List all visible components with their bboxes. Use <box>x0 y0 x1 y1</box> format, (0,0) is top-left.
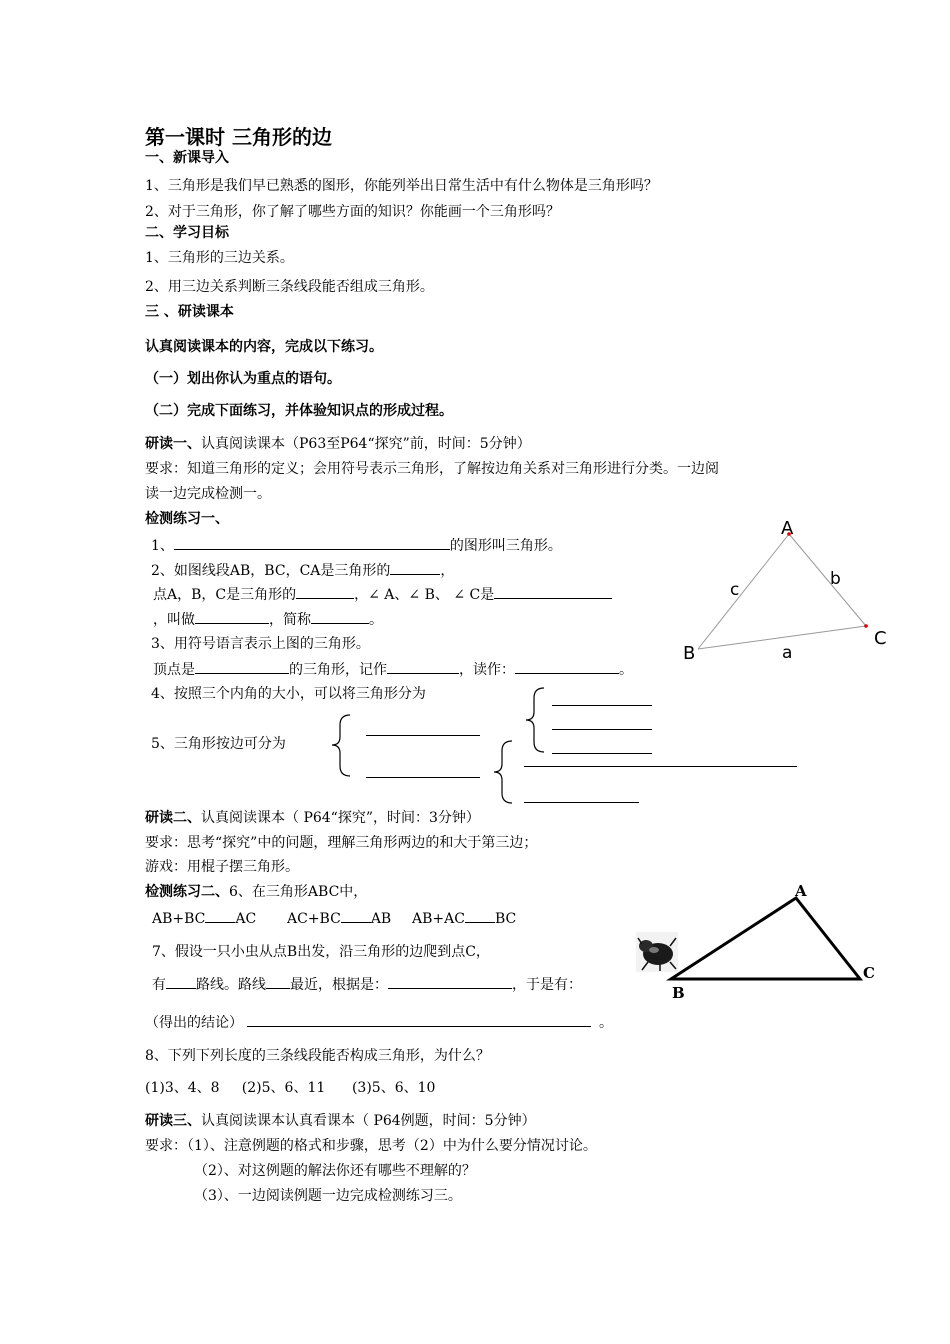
reading-3-requirement-1: 要求：（1）、注意例题的格式和步骤，思考（2）中为什么要分情况讨论。 <box>145 1138 597 1154</box>
vertex-a-label: A <box>781 518 794 539</box>
exercise-1-q5: 5、三角形按边可分为 <box>151 736 286 752</box>
q1-tail: 的图形叫三角形。 <box>449 538 562 554</box>
fig2-vertex-a-label: A <box>795 882 807 900</box>
q2-vertex-text: 点A，B，C是三角形的 <box>153 587 297 603</box>
inequality-1-right: AC <box>235 911 257 927</box>
exercise-1-heading: 检测练习一、 <box>145 511 229 527</box>
q2-text: 2、如图线段AB，BC，CA是三角形的 <box>151 563 391 579</box>
section-heading-intro: 一、新课导入 <box>145 150 229 166</box>
intro-question-2: 2、对于三角形，你了解了哪些方面的知识？你能画一个三角形吗？ <box>145 204 560 220</box>
section-heading-reading: 三 、研读课本 <box>145 304 234 320</box>
exercise-1-q3: 3、用符号语言表示上图的三角形。 <box>151 636 370 652</box>
reading-intro: 认真阅读课本的内容，完成以下练习。 <box>145 339 383 355</box>
reading-1-label: 研读一、 <box>145 436 201 452</box>
reading-task-1: （一）划出你认为重点的语句。 <box>145 371 341 387</box>
q1-number: 1、 <box>151 538 174 554</box>
vertex-b-label: B <box>683 643 696 664</box>
reading-1-text: 认真阅读课本（P63至P64“探究”前，时间：5分钟） <box>201 436 531 452</box>
reading-1-requirement-2: 读一边完成检测一。 <box>145 486 271 502</box>
inequality-3-right: BC <box>494 911 517 927</box>
q7-conclusion-text: （得出的结论） <box>145 1015 243 1031</box>
reading-2-label: 研读二、 <box>145 810 201 826</box>
q7-conclusion-end: 。 <box>599 1015 613 1031</box>
exercise-2-q8: 8、下列下列长度的三条线段能否构成三角形，为什么？ <box>145 1048 490 1064</box>
reading-2-game: 游戏：用棍子摆三角形。 <box>145 859 299 875</box>
q2-angle-text: ，∠ A、∠ B、 ∠ C是 <box>354 587 495 603</box>
fig2-vertex-c-label: C <box>863 964 875 982</box>
reading-3-requirement-3: （3）、一边阅读例题一边完成检测练习三。 <box>194 1188 462 1204</box>
side-b-label: b <box>830 569 841 589</box>
reading-1-requirement-1: 要求：知道三角形的定义；会用符号表示三角形，了解按边角关系对三角形进行分类。一边阅 <box>145 461 719 477</box>
intro-question-1: 1、三角形是我们早已熟悉的图形，你能列举出日常生活中有什么物体是三角形吗？ <box>145 178 658 194</box>
q3-notation-text: 的三角形，记作 <box>289 662 387 678</box>
q2-punct: ， <box>440 563 455 579</box>
exercise-2-q8-options: (1)3、4、8 (2)5、6、11 (3)5、6、10 <box>145 1080 436 1096</box>
vertex-c-label: C <box>874 628 887 649</box>
beetle-icon <box>636 932 678 972</box>
reading-task-2: （二）完成下面练习，并体验知识点的形成过程。 <box>145 403 453 419</box>
q7-route-text: 路线。路线 <box>196 977 266 993</box>
inequality-2-right: AB <box>370 911 392 927</box>
side-c-label: c <box>730 580 740 600</box>
q7-so-text: ，于是有： <box>512 977 582 993</box>
section-heading-goals: 二、学习目标 <box>145 225 229 241</box>
fig2-vertex-b-label: B <box>672 984 685 1002</box>
inequality-3-left: AB+AC <box>412 911 465 927</box>
exercise-2-q6: 6、在三角形ABC中， <box>229 884 368 900</box>
exercise-1-q4: 4、按照三个内角的大小，可以将三角形分为 <box>151 686 426 702</box>
inequality-2-left: AC+BC <box>287 911 341 927</box>
q2-called-text: ，叫做 <box>153 612 195 628</box>
inequality-1-left: AB+BC <box>152 911 206 927</box>
bug-path-triangle <box>671 898 860 979</box>
side-a-label: a <box>782 643 793 663</box>
q7-reason-text: 最近，根据是： <box>290 977 388 993</box>
exercise-2-heading: 检测练习二、 <box>145 884 229 900</box>
reading-3-label: 研读三、 <box>145 1113 201 1129</box>
reading-2-text: 认真阅读课本（ P64“探究”，时间：3分钟） <box>201 810 480 826</box>
goal-1: 1、三角形的三边关系。 <box>145 250 294 266</box>
q7-have-text: 有 <box>152 977 166 993</box>
reading-2-requirement: 要求：思考“探究”中的问题，理解三角形两边的和大于第三边； <box>145 835 538 851</box>
q3-end: 。 <box>619 662 633 678</box>
q2-end: 。 <box>369 612 383 628</box>
q3-read-text: ，读作： <box>459 662 515 678</box>
reading-3-text: 认真阅读课本认真看课本（ P64例题，时间：5分钟） <box>201 1113 536 1129</box>
q3-vertex-text: 顶点是 <box>153 662 195 678</box>
exercise-2-q7: 7、假设一只小虫从点B出发，沿三角形的边爬到点C， <box>152 944 490 960</box>
goal-2: 2、用三边关系判断三条线段能否组成三角形。 <box>145 279 434 295</box>
q2-abbr-text: ，简称 <box>269 612 311 628</box>
page-title: 第一课时 三角形的边 <box>145 125 332 149</box>
reading-3-requirement-2: （2）、对这例题的解法你还有哪些不理解的？ <box>194 1163 476 1179</box>
reading-3-line <box>145 1111 536 1131</box>
